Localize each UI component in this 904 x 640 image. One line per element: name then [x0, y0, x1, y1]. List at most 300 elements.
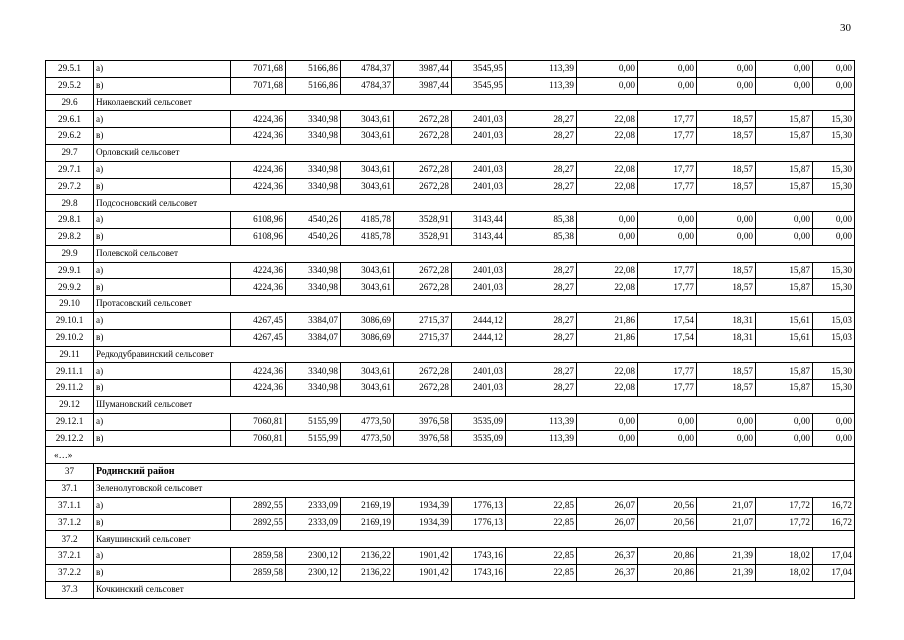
value-cell: 17,77: [638, 178, 697, 195]
row-label: а): [94, 111, 231, 128]
value-cell: 4784,37: [341, 77, 394, 94]
value-cell: 0,00: [697, 61, 756, 78]
value-cell: 0,00: [577, 61, 638, 78]
value-cell: 18,57: [697, 178, 756, 195]
value-cell: 17,04: [813, 548, 855, 565]
row-label: Подсосновский сельсовет: [94, 195, 855, 212]
row-label: а): [94, 61, 231, 78]
value-cell: 2672,28: [394, 363, 452, 380]
row-code: 29.12.1: [46, 413, 94, 430]
value-cell: 0,00: [813, 61, 855, 78]
value-cell: 7060,81: [231, 430, 286, 447]
value-cell: 4224,36: [231, 128, 286, 145]
tariff-table: [45, 60, 855, 599]
value-cell: 2300,12: [286, 548, 341, 565]
value-cell: 17,04: [813, 564, 855, 581]
value-cell: 15,87: [756, 178, 813, 195]
row-code: 29.8.2: [46, 228, 94, 245]
value-cell: 0,00: [756, 212, 813, 229]
row-label: в): [94, 128, 231, 145]
row-code: 29.12: [46, 396, 94, 413]
value-cell: 17,77: [638, 279, 697, 296]
value-cell: 17,54: [638, 329, 697, 346]
value-cell: 26,07: [577, 497, 638, 514]
value-cell: 3340,98: [286, 363, 341, 380]
value-cell: 21,07: [697, 514, 756, 531]
value-cell: 15,87: [756, 161, 813, 178]
value-cell: 3340,98: [286, 178, 341, 195]
value-cell: 0,00: [638, 77, 697, 94]
section-header-row: [46, 94, 855, 111]
value-cell: 3384,07: [286, 312, 341, 329]
value-cell: 22,85: [506, 548, 577, 565]
value-cell: 113,39: [506, 430, 577, 447]
value-cell: 15,30: [813, 279, 855, 296]
value-cell: 15,87: [756, 380, 813, 397]
value-cell: 2672,28: [394, 161, 452, 178]
value-cell: 0,00: [813, 77, 855, 94]
value-cell: 17,77: [638, 111, 697, 128]
value-cell: 28,27: [506, 262, 577, 279]
value-cell: 2401,03: [452, 161, 506, 178]
value-cell: 0,00: [577, 212, 638, 229]
value-cell: 0,00: [756, 413, 813, 430]
section-header-row: [46, 195, 855, 212]
table-row: [46, 430, 855, 447]
value-cell: 18,57: [697, 363, 756, 380]
row-label: Каяушинский сельсовет: [94, 531, 855, 548]
row-code: 29.7.1: [46, 161, 94, 178]
section-header-row: [46, 245, 855, 262]
value-cell: 1776,13: [452, 514, 506, 531]
value-cell: 4784,37: [341, 61, 394, 78]
value-cell: 1743,16: [452, 548, 506, 565]
value-cell: 3976,58: [394, 430, 452, 447]
value-cell: 1934,39: [394, 497, 452, 514]
value-cell: 28,27: [506, 161, 577, 178]
ellipsis-row: [46, 447, 855, 464]
value-cell: 20,86: [638, 564, 697, 581]
value-cell: 0,00: [697, 413, 756, 430]
value-cell: 18,57: [697, 161, 756, 178]
value-cell: 3535,09: [452, 430, 506, 447]
value-cell: 3528,91: [394, 228, 452, 245]
value-cell: 17,77: [638, 161, 697, 178]
value-cell: 4224,36: [231, 380, 286, 397]
value-cell: 0,00: [638, 413, 697, 430]
value-cell: 6108,96: [231, 228, 286, 245]
value-cell: 15,30: [813, 380, 855, 397]
table-row: [46, 497, 855, 514]
value-cell: 0,00: [813, 430, 855, 447]
value-cell: 0,00: [813, 212, 855, 229]
table-row: [46, 77, 855, 94]
value-cell: 20,56: [638, 514, 697, 531]
value-cell: 7071,68: [231, 61, 286, 78]
value-cell: 21,86: [577, 312, 638, 329]
row-code: 37: [46, 464, 94, 481]
page-number: 30: [840, 22, 851, 34]
value-cell: 2715,37: [394, 329, 452, 346]
value-cell: 17,77: [638, 380, 697, 397]
value-cell: 3043,61: [341, 111, 394, 128]
table-row: [46, 61, 855, 78]
value-cell: 113,39: [506, 413, 577, 430]
value-cell: 2169,19: [341, 497, 394, 514]
value-cell: 15,03: [813, 329, 855, 346]
value-cell: 15,03: [813, 312, 855, 329]
value-cell: 15,30: [813, 262, 855, 279]
value-cell: 22,08: [577, 128, 638, 145]
value-cell: 2672,28: [394, 279, 452, 296]
value-cell: 0,00: [756, 61, 813, 78]
value-cell: 3340,98: [286, 262, 341, 279]
value-cell: 2401,03: [452, 279, 506, 296]
value-cell: 2169,19: [341, 514, 394, 531]
row-code: 29.10: [46, 296, 94, 313]
value-cell: 0,00: [697, 228, 756, 245]
row-code: 29.8: [46, 195, 94, 212]
value-cell: 4224,36: [231, 363, 286, 380]
table-row: [46, 228, 855, 245]
value-cell: 28,27: [506, 111, 577, 128]
value-cell: 3545,95: [452, 61, 506, 78]
value-cell: 18,57: [697, 111, 756, 128]
value-cell: 4224,36: [231, 262, 286, 279]
row-code: 29.7.2: [46, 178, 94, 195]
row-label: а): [94, 161, 231, 178]
value-cell: 4267,45: [231, 329, 286, 346]
row-code: 37.2.2: [46, 564, 94, 581]
row-code: 29.6.2: [46, 128, 94, 145]
ellipsis-text: «…»: [46, 447, 855, 464]
value-cell: 0,00: [577, 77, 638, 94]
value-cell: 22,08: [577, 380, 638, 397]
value-cell: 15,30: [813, 363, 855, 380]
value-cell: 22,85: [506, 564, 577, 581]
value-cell: 2401,03: [452, 128, 506, 145]
value-cell: 2333,09: [286, 497, 341, 514]
value-cell: 3043,61: [341, 178, 394, 195]
value-cell: 22,85: [506, 497, 577, 514]
value-cell: 3043,61: [341, 279, 394, 296]
value-cell: 28,27: [506, 329, 577, 346]
value-cell: 85,38: [506, 228, 577, 245]
value-cell: 21,86: [577, 329, 638, 346]
row-label: в): [94, 329, 231, 346]
value-cell: 4224,36: [231, 111, 286, 128]
row-label: Кочкинский сельсовет: [94, 581, 855, 598]
table-row: [46, 564, 855, 581]
value-cell: 16,72: [813, 514, 855, 531]
value-cell: 2444,12: [452, 312, 506, 329]
row-label: а): [94, 363, 231, 380]
row-label: а): [94, 262, 231, 279]
value-cell: 18,57: [697, 262, 756, 279]
value-cell: 3976,58: [394, 413, 452, 430]
value-cell: 22,08: [577, 363, 638, 380]
value-cell: 4773,50: [341, 413, 394, 430]
value-cell: 0,00: [697, 430, 756, 447]
value-cell: 4224,36: [231, 178, 286, 195]
value-cell: 5155,99: [286, 430, 341, 447]
value-cell: 0,00: [577, 413, 638, 430]
value-cell: 1901,42: [394, 548, 452, 565]
value-cell: 18,31: [697, 312, 756, 329]
row-code: 29.6: [46, 94, 94, 111]
value-cell: 22,08: [577, 111, 638, 128]
row-label: Николаевский сельсовет: [94, 94, 855, 111]
value-cell: 5155,99: [286, 413, 341, 430]
row-code: 29.10.2: [46, 329, 94, 346]
value-cell: 2672,28: [394, 111, 452, 128]
value-cell: 3043,61: [341, 262, 394, 279]
value-cell: 3987,44: [394, 61, 452, 78]
row-label: в): [94, 380, 231, 397]
value-cell: 113,39: [506, 77, 577, 94]
section-header-row: [46, 581, 855, 598]
section-header-row: [46, 346, 855, 363]
value-cell: 7060,81: [231, 413, 286, 430]
row-label: в): [94, 228, 231, 245]
value-cell: 0,00: [638, 430, 697, 447]
row-label: в): [94, 279, 231, 296]
value-cell: 3086,69: [341, 329, 394, 346]
value-cell: 2136,22: [341, 548, 394, 565]
value-cell: 15,61: [756, 329, 813, 346]
value-cell: 15,30: [813, 161, 855, 178]
value-cell: 4540,26: [286, 212, 341, 229]
value-cell: 17,72: [756, 497, 813, 514]
row-code: 29.5.1: [46, 61, 94, 78]
value-cell: 1776,13: [452, 497, 506, 514]
value-cell: 3143,44: [452, 228, 506, 245]
value-cell: 15,30: [813, 178, 855, 195]
row-code: 29.6.1: [46, 111, 94, 128]
section-header-row: [46, 531, 855, 548]
row-label: Шумановский сельсовет: [94, 396, 855, 413]
table-row: [46, 279, 855, 296]
row-label: а): [94, 312, 231, 329]
value-cell: 18,57: [697, 128, 756, 145]
row-label: а): [94, 212, 231, 229]
value-cell: 0,00: [756, 430, 813, 447]
row-label: а): [94, 413, 231, 430]
table-row: [46, 329, 855, 346]
value-cell: 15,61: [756, 312, 813, 329]
value-cell: 3528,91: [394, 212, 452, 229]
value-cell: 3535,09: [452, 413, 506, 430]
value-cell: 0,00: [577, 430, 638, 447]
table-row: [46, 514, 855, 531]
value-cell: 17,72: [756, 514, 813, 531]
value-cell: 2401,03: [452, 380, 506, 397]
value-cell: 3043,61: [341, 380, 394, 397]
row-code: 29.5.2: [46, 77, 94, 94]
row-code: 29.10.1: [46, 312, 94, 329]
value-cell: 2401,03: [452, 363, 506, 380]
table-row: [46, 161, 855, 178]
value-cell: 15,30: [813, 128, 855, 145]
value-cell: 0,00: [638, 228, 697, 245]
value-cell: 17,54: [638, 312, 697, 329]
value-cell: 85,38: [506, 212, 577, 229]
value-cell: 1743,16: [452, 564, 506, 581]
value-cell: 3143,44: [452, 212, 506, 229]
value-cell: 2672,28: [394, 380, 452, 397]
value-cell: 2444,12: [452, 329, 506, 346]
value-cell: 3340,98: [286, 128, 341, 145]
value-cell: 26,07: [577, 514, 638, 531]
value-cell: 0,00: [756, 228, 813, 245]
value-cell: 17,77: [638, 363, 697, 380]
table-row: [46, 312, 855, 329]
row-code: 29.9.1: [46, 262, 94, 279]
value-cell: 15,87: [756, 279, 813, 296]
value-cell: 28,27: [506, 128, 577, 145]
row-label: а): [94, 497, 231, 514]
value-cell: 18,57: [697, 279, 756, 296]
value-cell: 21,39: [697, 564, 756, 581]
value-cell: 2715,37: [394, 312, 452, 329]
table-row: [46, 262, 855, 279]
value-cell: 28,27: [506, 178, 577, 195]
value-cell: 3340,98: [286, 279, 341, 296]
section-header-row: [46, 144, 855, 161]
row-code: 29.9.2: [46, 279, 94, 296]
value-cell: 0,00: [638, 212, 697, 229]
row-label: в): [94, 564, 231, 581]
section-header-row: [46, 480, 855, 497]
value-cell: 28,27: [506, 279, 577, 296]
value-cell: 4540,26: [286, 228, 341, 245]
value-cell: 3340,98: [286, 380, 341, 397]
value-cell: 26,37: [577, 564, 638, 581]
value-cell: 28,27: [506, 380, 577, 397]
row-label: в): [94, 77, 231, 94]
value-cell: 22,08: [577, 279, 638, 296]
value-cell: 15,87: [756, 363, 813, 380]
value-cell: 21,39: [697, 548, 756, 565]
value-cell: 3987,44: [394, 77, 452, 94]
value-cell: 2672,28: [394, 128, 452, 145]
value-cell: 2859,58: [231, 548, 286, 565]
value-cell: 18,57: [697, 380, 756, 397]
row-code: 29.8.1: [46, 212, 94, 229]
value-cell: 4185,78: [341, 212, 394, 229]
row-label: Редкодубравинский сельсовет: [94, 346, 855, 363]
value-cell: 5166,86: [286, 61, 341, 78]
row-code: 29.11.1: [46, 363, 94, 380]
table-row: [46, 413, 855, 430]
value-cell: 20,86: [638, 548, 697, 565]
row-code: 29.9: [46, 245, 94, 262]
value-cell: 3545,95: [452, 77, 506, 94]
value-cell: 15,87: [756, 262, 813, 279]
table-row: [46, 363, 855, 380]
section-header-row: [46, 396, 855, 413]
value-cell: 2333,09: [286, 514, 341, 531]
value-cell: 7071,68: [231, 77, 286, 94]
value-cell: 4773,50: [341, 430, 394, 447]
table-row: [46, 128, 855, 145]
value-cell: 3043,61: [341, 128, 394, 145]
row-code: 37.1.1: [46, 497, 94, 514]
value-cell: 6108,96: [231, 212, 286, 229]
table-row: [46, 178, 855, 195]
row-label: Орловский сельсовет: [94, 144, 855, 161]
section-header-row: [46, 296, 855, 313]
value-cell: 0,00: [697, 77, 756, 94]
value-cell: 3384,07: [286, 329, 341, 346]
value-cell: 4267,45: [231, 312, 286, 329]
value-cell: 0,00: [638, 61, 697, 78]
row-code: 37.1.2: [46, 514, 94, 531]
row-code: 29.7: [46, 144, 94, 161]
value-cell: 0,00: [813, 413, 855, 430]
value-cell: 2401,03: [452, 178, 506, 195]
row-label: в): [94, 178, 231, 195]
row-label: в): [94, 514, 231, 531]
value-cell: 21,07: [697, 497, 756, 514]
value-cell: 20,56: [638, 497, 697, 514]
value-cell: 15,87: [756, 111, 813, 128]
value-cell: 22,08: [577, 262, 638, 279]
value-cell: 2859,58: [231, 564, 286, 581]
value-cell: 15,30: [813, 111, 855, 128]
row-label: Полевской сельсовет: [94, 245, 855, 262]
value-cell: 2672,28: [394, 178, 452, 195]
value-cell: 0,00: [756, 77, 813, 94]
district-header-row: [46, 464, 855, 481]
value-cell: 17,77: [638, 262, 697, 279]
row-label: Зеленолуговской сельсовет: [94, 480, 855, 497]
value-cell: 1901,42: [394, 564, 452, 581]
value-cell: 4185,78: [341, 228, 394, 245]
row-code: 37.2: [46, 531, 94, 548]
value-cell: 0,00: [697, 212, 756, 229]
value-cell: 2300,12: [286, 564, 341, 581]
row-code: 37.3: [46, 581, 94, 598]
row-code: 29.11.2: [46, 380, 94, 397]
value-cell: 4224,36: [231, 161, 286, 178]
value-cell: 0,00: [813, 228, 855, 245]
value-cell: 1934,39: [394, 514, 452, 531]
value-cell: 17,77: [638, 128, 697, 145]
row-label: а): [94, 548, 231, 565]
table-row: [46, 111, 855, 128]
value-cell: 2672,28: [394, 262, 452, 279]
value-cell: 2401,03: [452, 111, 506, 128]
table-row: [46, 380, 855, 397]
value-cell: 22,08: [577, 161, 638, 178]
value-cell: 16,72: [813, 497, 855, 514]
value-cell: 3340,98: [286, 161, 341, 178]
value-cell: 22,08: [577, 178, 638, 195]
value-cell: 3340,98: [286, 111, 341, 128]
value-cell: 18,31: [697, 329, 756, 346]
value-cell: 3043,61: [341, 363, 394, 380]
value-cell: 28,27: [506, 312, 577, 329]
value-cell: 3043,61: [341, 161, 394, 178]
value-cell: 18,02: [756, 564, 813, 581]
value-cell: 113,39: [506, 61, 577, 78]
value-cell: 18,02: [756, 548, 813, 565]
row-code: 37.1: [46, 480, 94, 497]
value-cell: 5166,86: [286, 77, 341, 94]
table-row: [46, 212, 855, 229]
row-label: в): [94, 430, 231, 447]
